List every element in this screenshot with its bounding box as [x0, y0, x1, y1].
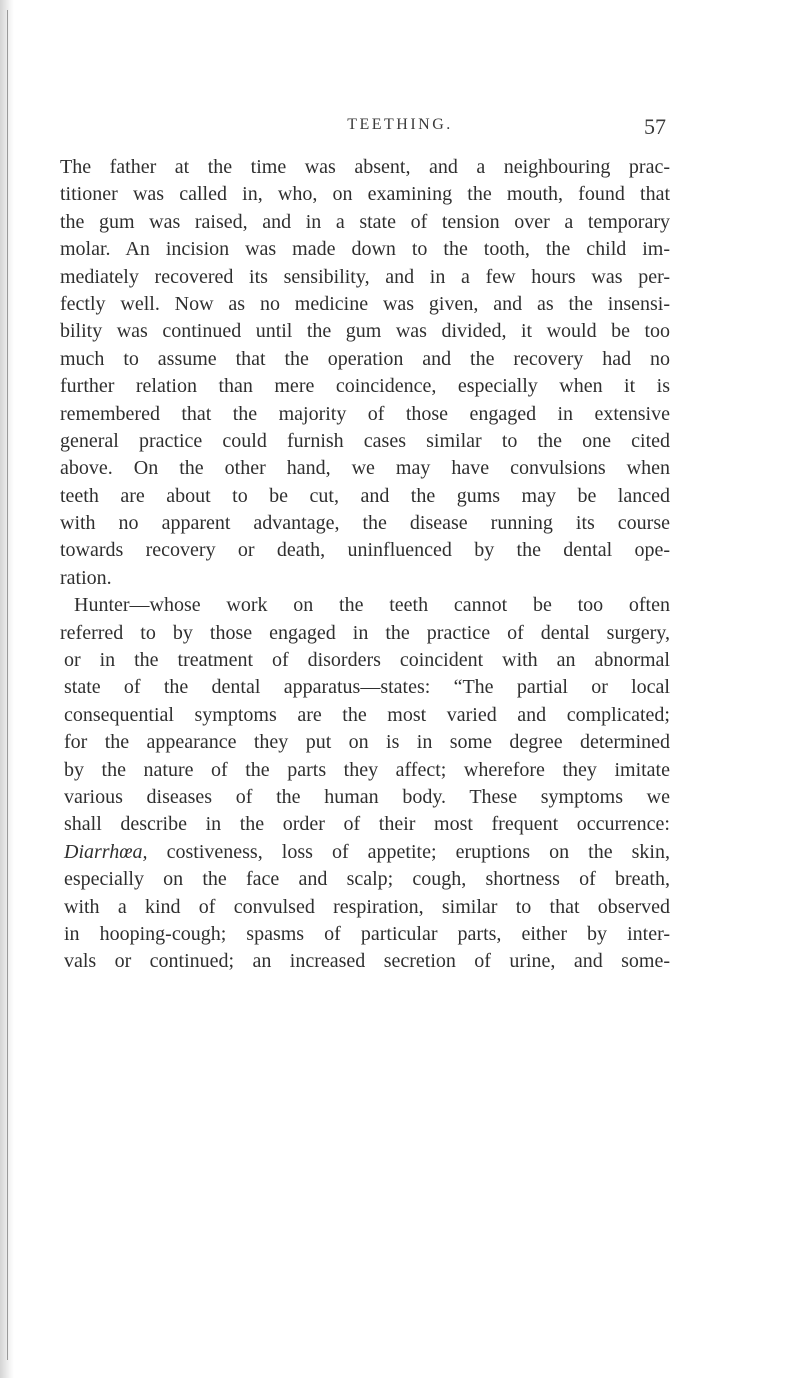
text-line: general practice could furnish cases similar to the one cited — [60, 429, 670, 452]
italic-term: Diarrhœa, — [64, 840, 148, 863]
text-line: ration. — [60, 566, 112, 589]
text-line: for the appearance they put on is in some degree determined — [64, 731, 670, 754]
page-number: 57 — [644, 114, 666, 139]
text-line: shall describe in the order of their most frequent occurrence: — [64, 813, 670, 836]
text-line: vals or continued; an increased secretion of urine, and some- — [64, 950, 670, 973]
text-line: in hooping-cough; spasms of particular parts, either by inter- — [64, 922, 670, 945]
text-line: with no apparent advantage, the disease running its course — [60, 512, 670, 535]
text-line: by the nature of the parts they affect; wherefore they imitate — [64, 758, 670, 781]
text-line: fectly well. Now as no medicine was given, and as the insensi- — [60, 292, 670, 315]
text-line: especially on the face and scalp; cough, shortness of breath, — [64, 868, 670, 891]
text-line: teeth are about to be cut, and the gums may be lanced — [60, 484, 670, 507]
text-line: titioner was called in, who, on examining the mouth, found that — [60, 183, 670, 206]
text-line-rest: costiveness, loss of appetite; eruptions on the skin, — [147, 840, 670, 863]
text-line: much to assume that the operation and the recovery had no — [60, 347, 670, 370]
paragraph-start-line: Hunter—whose work on the teeth cannot be too often — [74, 594, 670, 617]
text-line: remembered that the majority of those engaged in extensive — [60, 402, 670, 425]
text-line: various diseases of the human body. These symptoms we — [64, 785, 670, 808]
page-body-text — [60, 154, 670, 976]
running-head — [0, 114, 800, 142]
text-line — [60, 839, 670, 866]
text-line: with a kind of convulsed respiration, similar to that observed — [64, 895, 670, 918]
text-line: molar. An incision was made down to the tooth, the child im- — [60, 238, 670, 261]
text-line: above. On the other hand, we may have convulsions when — [60, 457, 670, 480]
text-line: referred to by those engaged in the practice of dental surgery, — [60, 621, 670, 644]
text-line: state of the dental apparatus—states: “The partial or local — [64, 676, 670, 699]
running-title: TEETHING. — [347, 116, 453, 133]
text-line: The father at the time was absent, and a neighbouring prac- — [60, 156, 670, 178]
text-line: or in the treatment of disorders coincident with an abnormal — [64, 649, 670, 672]
text-line: towards recovery or death, uninfluenced by the dental ope- — [60, 539, 670, 562]
binding-edge-line — [7, 10, 8, 1360]
text-line: mediately recovered its sensibility, and in a few hours was per- — [60, 265, 670, 288]
text-line: bility was continued until the gum was divided, it would be too — [60, 320, 670, 343]
text-line: the gum was raised, and in a state of tension over a temporary — [60, 210, 670, 233]
text-line: further relation than mere coincidence, especially when it is — [60, 375, 670, 398]
text-line: consequential symptoms are the most varied and complicated; — [64, 703, 670, 726]
page-gutter — [0, 0, 14, 1378]
